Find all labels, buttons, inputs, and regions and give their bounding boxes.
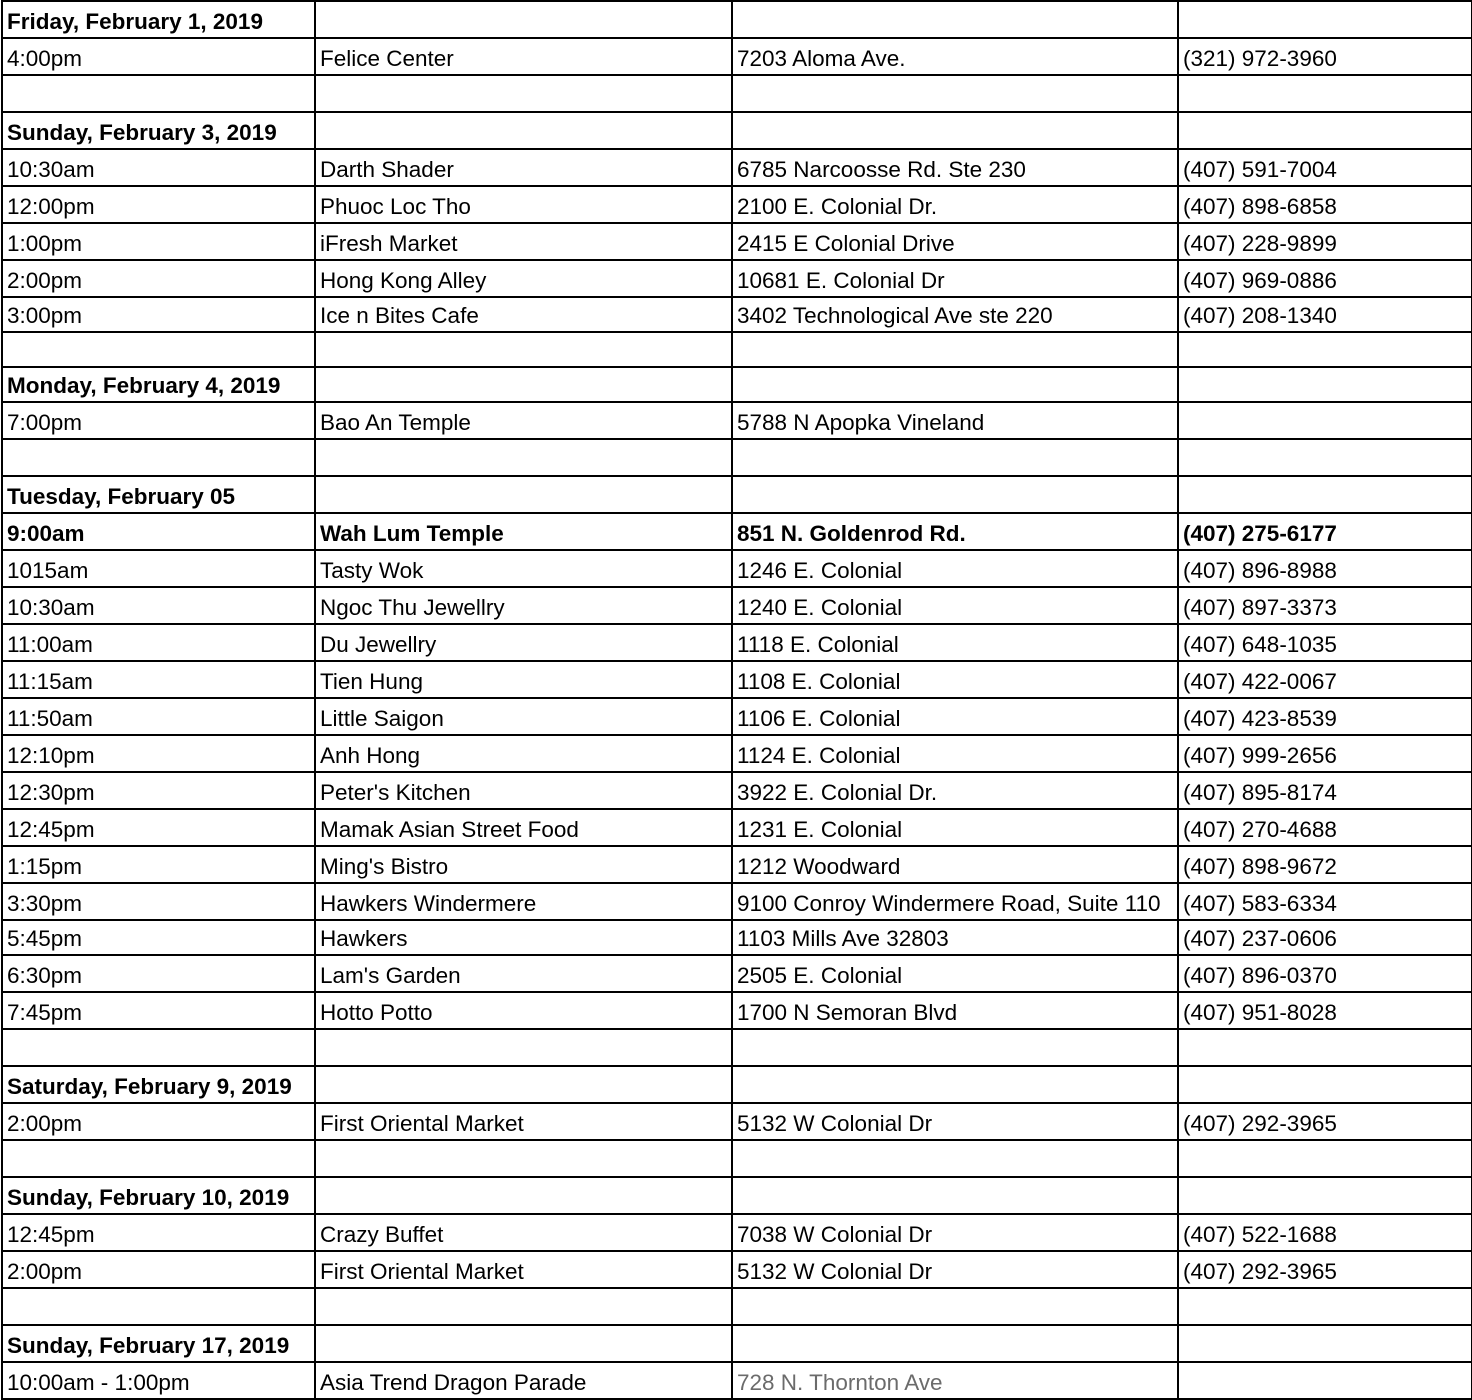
phone-cell[interactable]: (407) 583-6334 <box>1178 883 1472 920</box>
address-cell[interactable]: 3922 E. Colonial Dr. <box>732 772 1178 809</box>
address-cell[interactable]: 5132 W Colonial Dr <box>732 1251 1178 1288</box>
phone-cell[interactable]: (407) 896-0370 <box>1178 955 1472 992</box>
table-row <box>2 186 1472 223</box>
address-cell[interactable]: 2100 E. Colonial Dr. <box>732 186 1178 223</box>
venue-cell[interactable]: Lam's Garden <box>315 955 732 992</box>
address-cell[interactable] <box>732 367 1178 402</box>
time-cell[interactable]: 12:45pm <box>2 1214 315 1251</box>
venue-cell[interactable] <box>315 1177 732 1214</box>
venue-cell[interactable]: Mamak Asian Street Food <box>315 809 732 846</box>
phone-cell[interactable]: (407) 895-8174 <box>1178 772 1472 809</box>
table-row <box>2 513 1472 550</box>
time-cell[interactable]: 10:00am - 1:00pm <box>2 1362 315 1399</box>
phone-cell[interactable]: (407) 591-7004 <box>1178 149 1472 186</box>
address-cell[interactable]: 6785 Narcoosse Rd. Ste 230 <box>732 149 1178 186</box>
phone-cell[interactable]: (407) 648-1035 <box>1178 624 1472 661</box>
spacer-row <box>2 332 1472 367</box>
time-cell[interactable]: 2:00pm <box>2 1251 315 1288</box>
time-cell[interactable] <box>2 439 315 476</box>
address-cell[interactable]: 5788 N Apopka Vineland <box>732 402 1178 439</box>
time-cell[interactable]: 7:00pm <box>2 402 315 439</box>
venue-cell[interactable]: Felice Center <box>315 38 732 75</box>
address-cell[interactable] <box>732 1029 1178 1066</box>
date-header-row <box>2 1177 1472 1214</box>
table-row <box>2 587 1472 624</box>
table-row <box>2 260 1472 297</box>
table-row <box>2 992 1472 1029</box>
phone-cell[interactable] <box>1178 112 1472 149</box>
time-cell[interactable]: 1:15pm <box>2 846 315 883</box>
table-row <box>2 955 1472 992</box>
time-cell[interactable]: 12:00pm <box>2 186 315 223</box>
address-cell[interactable]: 1103 Mills Ave 32803 <box>732 920 1178 955</box>
venue-cell[interactable] <box>315 476 732 513</box>
venue-cell[interactable] <box>315 1288 732 1325</box>
venue-cell[interactable]: Ice n Bites Cafe <box>315 297 732 332</box>
phone-cell[interactable] <box>1178 476 1472 513</box>
phone-cell[interactable]: (407) 522-1688 <box>1178 1214 1472 1251</box>
phone-cell[interactable] <box>1178 1066 1472 1103</box>
time-cell[interactable]: 3:30pm <box>2 883 315 920</box>
phone-cell[interactable]: (407) 896-8988 <box>1178 550 1472 587</box>
table-row <box>2 149 1472 186</box>
phone-cell[interactable] <box>1178 1140 1472 1177</box>
date-header-row <box>2 476 1472 513</box>
date-heading-cell[interactable]: Friday, February 1, 2019 <box>2 1 315 38</box>
table-row <box>2 550 1472 587</box>
address-cell[interactable]: 851 N. Goldenrod Rd. <box>732 513 1178 550</box>
date-header-row <box>2 112 1472 149</box>
time-cell[interactable]: 1:00pm <box>2 223 315 260</box>
address-cell[interactable] <box>732 1140 1178 1177</box>
schedule-table <box>1 0 1472 1400</box>
address-cell[interactable] <box>732 476 1178 513</box>
time-cell[interactable]: 11:50am <box>2 698 315 735</box>
venue-cell[interactable]: Phuoc Loc Tho <box>315 186 732 223</box>
spacer-row <box>2 75 1472 112</box>
phone-cell[interactable]: (407) 999-2656 <box>1178 735 1472 772</box>
table-row <box>2 402 1472 439</box>
time-cell[interactable]: 2:00pm <box>2 260 315 297</box>
phone-cell[interactable]: (407) 270-4688 <box>1178 809 1472 846</box>
venue-cell[interactable]: Hawkers Windermere <box>315 883 732 920</box>
time-cell[interactable]: 1015am <box>2 550 315 587</box>
address-cell[interactable]: 1231 E. Colonial <box>732 809 1178 846</box>
phone-cell[interactable] <box>1178 1029 1472 1066</box>
address-cell[interactable]: 1246 E. Colonial <box>732 550 1178 587</box>
table-row <box>2 1362 1472 1399</box>
phone-cell[interactable] <box>1178 75 1472 112</box>
venue-cell[interactable]: Tien Hung <box>315 661 732 698</box>
table-row <box>2 735 1472 772</box>
phone-cell[interactable] <box>1178 1288 1472 1325</box>
venue-cell[interactable]: Ming's Bistro <box>315 846 732 883</box>
address-cell[interactable] <box>732 1288 1178 1325</box>
date-header-row <box>2 1066 1472 1103</box>
venue-cell[interactable] <box>315 1140 732 1177</box>
venue-cell[interactable] <box>315 367 732 402</box>
time-cell[interactable]: 10:30am <box>2 587 315 624</box>
time-cell[interactable] <box>2 1140 315 1177</box>
time-cell[interactable]: 9:00am <box>2 513 315 550</box>
table-row <box>2 698 1472 735</box>
phone-cell[interactable] <box>1178 439 1472 476</box>
phone-cell[interactable]: (407) 208-1340 <box>1178 297 1472 332</box>
address-cell[interactable]: 1108 E. Colonial <box>732 661 1178 698</box>
venue-cell[interactable] <box>315 439 732 476</box>
venue-cell[interactable]: First Oriental Market <box>315 1103 732 1140</box>
address-cell[interactable]: 1240 E. Colonial <box>732 587 1178 624</box>
phone-cell[interactable] <box>1178 1362 1472 1399</box>
phone-cell[interactable]: (407) 423-8539 <box>1178 698 1472 735</box>
venue-cell[interactable]: Anh Hong <box>315 735 732 772</box>
venue-cell[interactable] <box>315 75 732 112</box>
table-row <box>2 809 1472 846</box>
spacer-row <box>2 1140 1472 1177</box>
venue-cell[interactable]: First Oriental Market <box>315 1251 732 1288</box>
time-cell[interactable]: 4:00pm <box>2 38 315 75</box>
table-row <box>2 624 1472 661</box>
table-row <box>2 772 1472 809</box>
address-cell[interactable]: 10681 E. Colonial Dr <box>732 260 1178 297</box>
date-heading-cell[interactable]: Monday, February 4, 2019 <box>2 367 315 402</box>
venue-cell[interactable] <box>315 1325 732 1362</box>
address-cell[interactable]: 728 N. Thornton Ave <box>732 1362 1178 1399</box>
phone-cell[interactable]: (321) 972-3960 <box>1178 38 1472 75</box>
venue-cell[interactable]: Hawkers <box>315 920 732 955</box>
address-cell[interactable]: 1106 E. Colonial <box>732 698 1178 735</box>
venue-cell[interactable] <box>315 1066 732 1103</box>
time-cell[interactable]: 12:45pm <box>2 809 315 846</box>
time-cell[interactable]: 12:30pm <box>2 772 315 809</box>
date-heading-cell[interactable]: Sunday, February 3, 2019 <box>2 112 315 149</box>
table-row <box>2 846 1472 883</box>
address-cell[interactable]: 1700 N Semoran Blvd <box>732 992 1178 1029</box>
time-cell[interactable]: 11:15am <box>2 661 315 698</box>
address-cell[interactable]: 7038 W Colonial Dr <box>732 1214 1178 1251</box>
phone-cell[interactable]: (407) 237-0606 <box>1178 920 1472 955</box>
venue-cell[interactable]: Wah Lum Temple <box>315 513 732 550</box>
phone-cell[interactable]: (407) 292-3965 <box>1178 1103 1472 1140</box>
venue-cell[interactable]: Bao An Temple <box>315 402 732 439</box>
date-header-row <box>2 1325 1472 1362</box>
address-cell[interactable]: 1118 E. Colonial <box>732 624 1178 661</box>
venue-cell[interactable] <box>315 1 732 38</box>
phone-cell[interactable]: (407) 275-6177 <box>1178 513 1472 550</box>
venue-cell[interactable]: Ngoc Thu Jewellry <box>315 587 732 624</box>
phone-cell[interactable]: (407) 898-6858 <box>1178 186 1472 223</box>
table-row <box>2 920 1472 955</box>
table-row <box>2 1103 1472 1140</box>
date-heading-cell[interactable]: Sunday, February 10, 2019 <box>2 1177 315 1214</box>
address-cell[interactable] <box>732 1177 1178 1214</box>
venue-cell[interactable]: iFresh Market <box>315 223 732 260</box>
time-cell[interactable]: 3:00pm <box>2 297 315 332</box>
phone-cell[interactable]: (407) 897-3373 <box>1178 587 1472 624</box>
venue-cell[interactable]: Asia Trend Dragon Parade <box>315 1362 732 1399</box>
phone-cell[interactable] <box>1178 332 1472 367</box>
address-cell[interactable]: 3402 Technological Ave ste 220 <box>732 297 1178 332</box>
date-header-row <box>2 1 1472 38</box>
spacer-row <box>2 1029 1472 1066</box>
venue-cell[interactable]: Hotto Potto <box>315 992 732 1029</box>
schedule-table-body <box>2 1 1472 1399</box>
phone-cell[interactable] <box>1178 1177 1472 1214</box>
phone-cell[interactable]: (407) 422-0067 <box>1178 661 1472 698</box>
table-row <box>2 297 1472 332</box>
table-row <box>2 223 1472 260</box>
address-cell[interactable] <box>732 112 1178 149</box>
spacer-row <box>2 1288 1472 1325</box>
phone-cell[interactable]: (407) 292-3965 <box>1178 1251 1472 1288</box>
date-header-row <box>2 367 1472 402</box>
time-cell[interactable]: 11:00am <box>2 624 315 661</box>
address-cell[interactable] <box>732 75 1178 112</box>
table-row <box>2 883 1472 920</box>
time-cell[interactable]: 2:00pm <box>2 1103 315 1140</box>
venue-cell[interactable] <box>315 1029 732 1066</box>
venue-cell[interactable]: Crazy Buffet <box>315 1214 732 1251</box>
time-cell[interactable]: 6:30pm <box>2 955 315 992</box>
venue-cell[interactable]: Tasty Wok <box>315 550 732 587</box>
address-cell[interactable]: 1124 E. Colonial <box>732 735 1178 772</box>
date-heading-cell[interactable]: Tuesday, February 05 <box>2 476 315 513</box>
address-cell[interactable]: 2415 E Colonial Drive <box>732 223 1178 260</box>
phone-cell[interactable]: (407) 951-8028 <box>1178 992 1472 1029</box>
table-row <box>2 1251 1472 1288</box>
address-cell[interactable]: 9100 Conroy Windermere Road, Suite 110 <box>732 883 1178 920</box>
address-cell[interactable] <box>732 332 1178 367</box>
address-cell[interactable]: 5132 W Colonial Dr <box>732 1103 1178 1140</box>
time-cell[interactable]: 10:30am <box>2 149 315 186</box>
table-row <box>2 1214 1472 1251</box>
time-cell[interactable] <box>2 1029 315 1066</box>
date-heading-cell[interactable]: Sunday, February 17, 2019 <box>2 1325 315 1362</box>
address-cell[interactable]: 2505 E. Colonial <box>732 955 1178 992</box>
date-heading-cell[interactable]: Saturday, February 9, 2019 <box>2 1066 315 1103</box>
phone-cell[interactable]: (407) 228-9899 <box>1178 223 1472 260</box>
spacer-row <box>2 439 1472 476</box>
phone-cell[interactable] <box>1178 402 1472 439</box>
venue-cell[interactable] <box>315 332 732 367</box>
address-cell[interactable]: 1212 Woodward <box>732 846 1178 883</box>
address-cell[interactable] <box>732 439 1178 476</box>
address-cell[interactable] <box>732 1325 1178 1362</box>
venue-cell[interactable]: Peter's Kitchen <box>315 772 732 809</box>
time-cell[interactable]: 5:45pm <box>2 920 315 955</box>
table-row <box>2 661 1472 698</box>
address-cell[interactable]: 7203 Aloma Ave. <box>732 38 1178 75</box>
time-cell[interactable] <box>2 1288 315 1325</box>
time-cell[interactable] <box>2 75 315 112</box>
venue-cell[interactable] <box>315 112 732 149</box>
venue-cell[interactable]: Little Saigon <box>315 698 732 735</box>
phone-cell[interactable] <box>1178 367 1472 402</box>
venue-cell[interactable]: Darth Shader <box>315 149 732 186</box>
time-cell[interactable]: 12:10pm <box>2 735 315 772</box>
phone-cell[interactable] <box>1178 1325 1472 1362</box>
phone-cell[interactable]: (407) 969-0886 <box>1178 260 1472 297</box>
venue-cell[interactable]: Hong Kong Alley <box>315 260 732 297</box>
venue-cell[interactable]: Du Jewellry <box>315 624 732 661</box>
address-cell[interactable] <box>732 1066 1178 1103</box>
phone-cell[interactable] <box>1178 1 1472 38</box>
table-row <box>2 38 1472 75</box>
time-cell[interactable] <box>2 332 315 367</box>
address-cell[interactable] <box>732 1 1178 38</box>
phone-cell[interactable]: (407) 898-9672 <box>1178 846 1472 883</box>
time-cell[interactable]: 7:45pm <box>2 992 315 1029</box>
